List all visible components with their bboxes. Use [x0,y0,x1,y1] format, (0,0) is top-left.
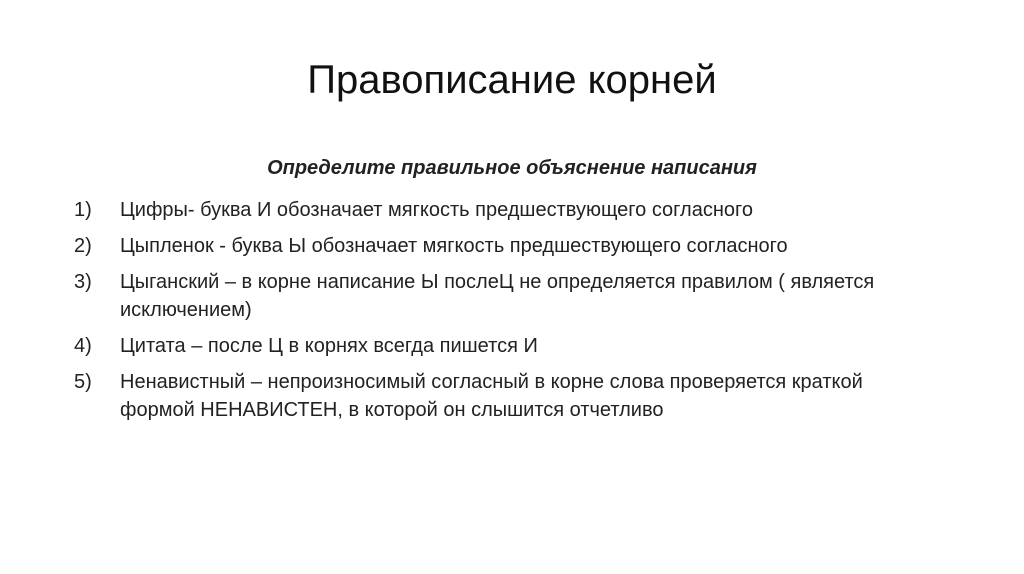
item-number: 3) [74,271,92,293]
item-text: Ненавистный – непроизносимый согласный в корне слова проверяется краткой формой НЕНАВИСТЕН, в которой он слышится отчетливо [120,371,863,421]
item-text: Цыпленок - буква Ы обозначает мягкость предшествующего согласного [120,235,788,257]
list-item [74,268,974,324]
list-item [74,368,974,424]
item-number: 2) [74,235,92,257]
list-item [74,332,974,360]
list-item [74,196,974,224]
item-number: 5) [74,371,92,393]
answer-list [74,196,974,432]
item-text: Цитата – после Ц в корнях всегда пишется И [120,335,538,357]
item-number: 4) [74,335,92,357]
item-text: Цифры- буква И обозначает мягкость предшествующего согласного [120,199,753,221]
slide-subtitle: Определите правильное объяснение написания [267,157,757,179]
slide-title: Правописание корней [307,58,717,102]
list-item [74,232,974,260]
item-number: 1) [74,199,92,221]
item-text: Цыганский – в корне написание Ы послеЦ не определяется правилом ( является исключением) [120,271,875,321]
